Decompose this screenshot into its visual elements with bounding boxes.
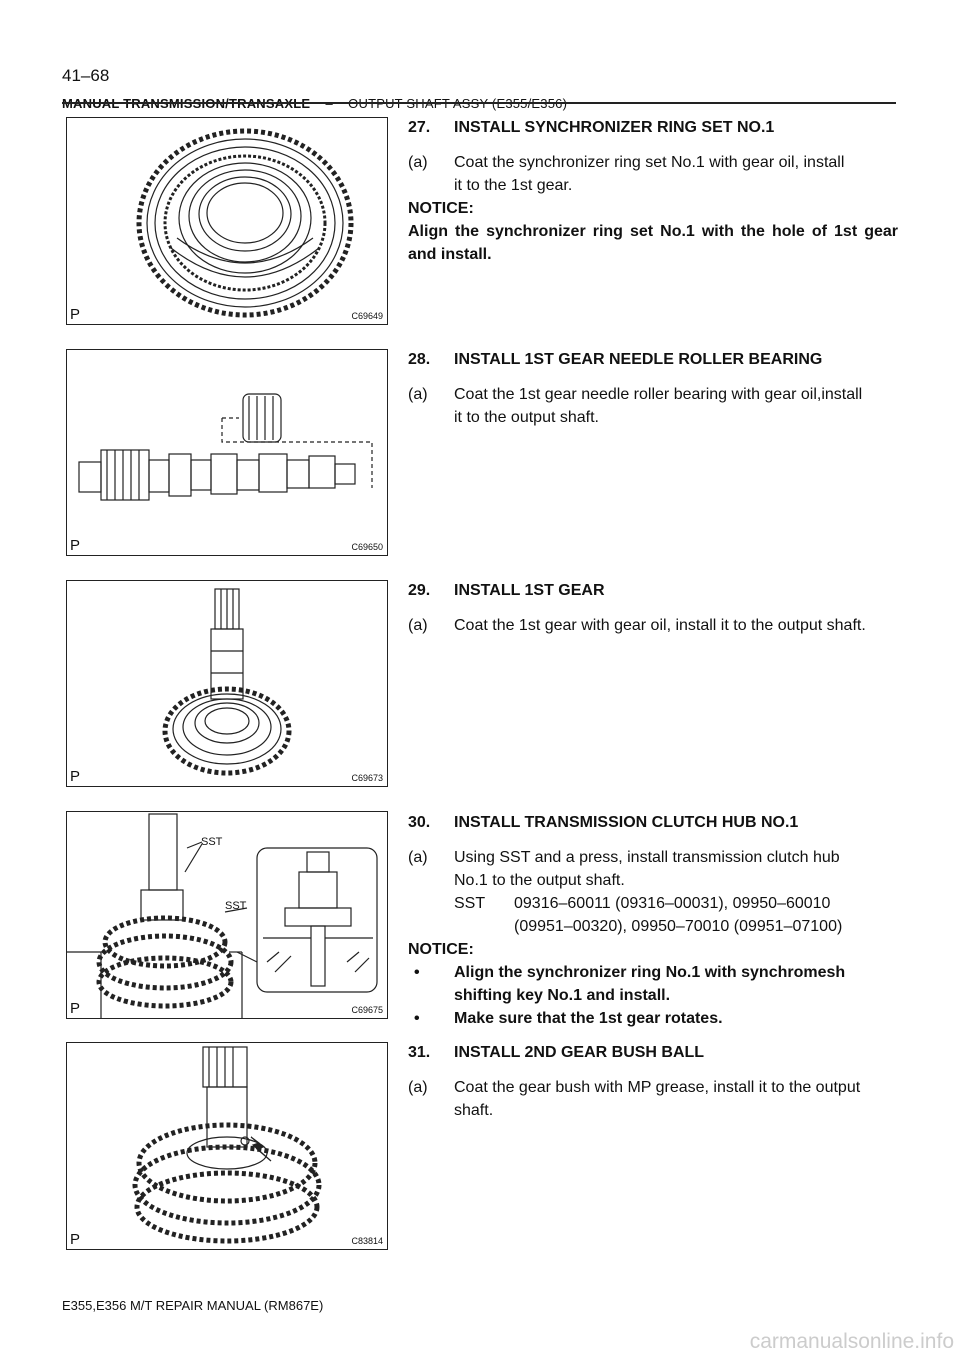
step-instruction: (a) Coat the 1st gear needle roller bearing with gear oil,install it to the output shaft. <box>408 386 863 426</box>
figure-p-mark: P <box>70 537 81 554</box>
synchronizer-ring-illustration <box>67 118 389 326</box>
figure-id: C69673 <box>351 773 383 783</box>
step-instruction: (a) Coat the synchronizer ring set No.1 with gear oil, install it to the 1st gear. <box>408 154 845 194</box>
figure-id: C83814 <box>351 1236 383 1246</box>
page-footer: E355,E356 M/T REPAIR MANUAL (RM867E) <box>62 1298 324 1313</box>
notice-body: Align the synchronizer ring set No.1 with the hole of 1st gear and install. <box>408 223 898 263</box>
figure-p-mark: P <box>70 768 81 785</box>
figure-1st-gear <box>66 580 388 787</box>
notice-bullet: • Align the synchronizer ring No.1 with synchromesh shifting key No.1 and install. <box>414 964 846 1004</box>
header-section: MANUAL TRANSMISSION/TRANSAXLE <box>62 96 311 111</box>
step-29 <box>408 579 898 637</box>
step-title: 30. INSTALL TRANSMISSION CLUTCH HUB NO.1 <box>408 814 799 831</box>
figure-needle-roller-bearing <box>66 349 388 556</box>
step-30 <box>408 811 898 1030</box>
header-separator: – <box>325 96 333 111</box>
step-27 <box>408 116 898 266</box>
figure-synchronizer-ring <box>66 117 388 325</box>
step-instruction: (a) Coat the 1st gear with gear oil, install it to the output shaft. <box>408 617 866 634</box>
notice-bullet: • Make sure that the 1st gear rotates. <box>414 1010 723 1027</box>
page-number: 41–68 <box>62 66 110 85</box>
figure-id: C69650 <box>351 542 383 552</box>
figure-p-mark: P <box>70 1231 81 1248</box>
figure-clutch-hub-press <box>66 811 388 1019</box>
figure-p-mark: P <box>70 1000 81 1017</box>
figure-p-mark: P <box>70 306 81 323</box>
watermark: carmanualsonline.info <box>749 1330 954 1353</box>
notice-heading: NOTICE: <box>408 200 474 217</box>
header-subsection: OUTPUT SHAFT ASSY (E355/E356) <box>348 96 568 111</box>
notice-heading: NOTICE: <box>408 941 474 958</box>
sst-spec: SST 09316–60011 (09316–00031), 09950–60010 (09951–00320), 09950–70010 (09951–07100) <box>454 895 843 935</box>
sst-label-top: SST <box>201 836 223 848</box>
figure-id: C69649 <box>351 311 383 321</box>
press-illustration <box>67 812 389 1020</box>
gear-bush-illustration <box>67 1043 389 1251</box>
step-instruction: (a) Using SST and a press, install transmission clutch hub No.1 to the output shaft. <box>408 849 840 889</box>
step-title: 29. INSTALL 1ST GEAR <box>408 582 605 599</box>
1st-gear-illustration <box>67 581 389 788</box>
step-title: 27. INSTALL SYNCHRONIZER RING SET NO.1 <box>408 119 775 136</box>
figure-gear-bush-ball <box>66 1042 388 1250</box>
step-instruction: (a) Coat the gear bush with MP grease, install it to the output shaft. <box>408 1079 861 1119</box>
header-rule <box>62 102 896 104</box>
output-shaft-illustration <box>67 350 389 557</box>
step-28 <box>408 348 898 429</box>
sst-label-middle: SST <box>225 900 247 912</box>
step-title: 31. INSTALL 2ND GEAR BUSH BALL <box>408 1044 705 1061</box>
step-title: 28. INSTALL 1ST GEAR NEEDLE ROLLER BEARING <box>408 351 823 368</box>
figure-id: C69675 <box>351 1005 383 1015</box>
step-31 <box>408 1041 898 1122</box>
